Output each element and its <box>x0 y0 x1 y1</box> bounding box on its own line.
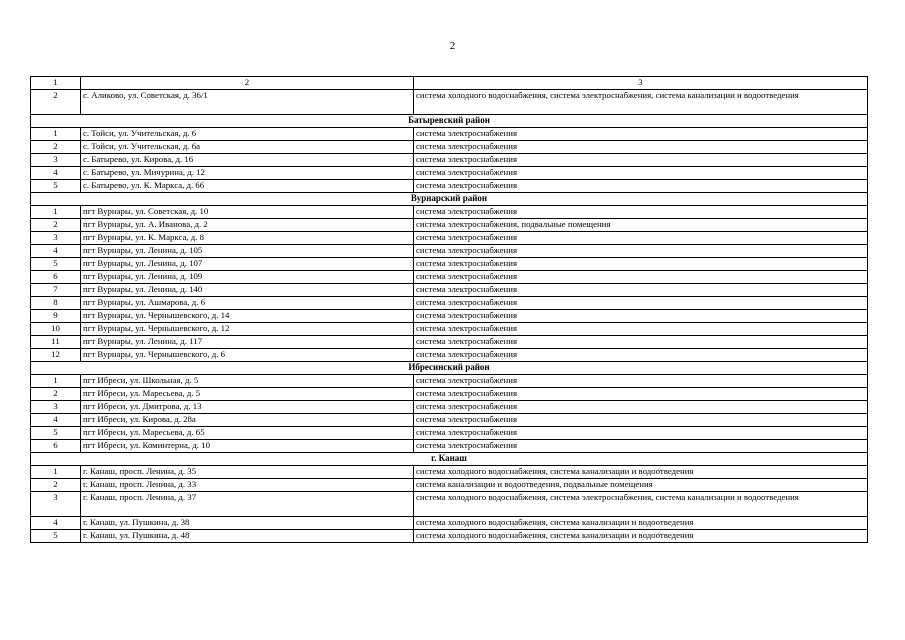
table-row <box>31 336 868 349</box>
section-header-row <box>31 115 868 128</box>
section-title: Ибресинский район <box>31 362 868 375</box>
table-row <box>31 530 868 543</box>
systems-cell: система электроснабжения <box>414 310 868 323</box>
row-number: 1 <box>31 206 81 219</box>
row-number: 1 <box>31 375 81 388</box>
row-number: 3 <box>31 492 81 517</box>
address-cell: пгт Вурнары, ул. Советская, д. 10 <box>81 206 414 219</box>
address-cell: пгт Вурнары, ул. Ленина, д. 109 <box>81 271 414 284</box>
table-row <box>31 128 868 141</box>
systems-cell: система электроснабжения <box>414 141 868 154</box>
row-number: 3 <box>31 232 81 245</box>
section-title: г. Канаш <box>31 453 868 466</box>
address-cell: пгт Вурнары, ул. Ленина, д. 105 <box>81 245 414 258</box>
row-number: 6 <box>31 440 81 453</box>
address-cell: пгт Вурнары, ул. А. Иванова, д. 2 <box>81 219 414 232</box>
table-row <box>31 284 868 297</box>
address-cell: пгт Вурнары, ул. Ленина, д. 140 <box>81 284 414 297</box>
address-cell: пгт Вурнары, ул. К. Маркса, д. 8 <box>81 232 414 245</box>
row-number: 12 <box>31 349 81 362</box>
systems-cell: система электроснабжения <box>414 440 868 453</box>
column-header-1: 1 <box>31 77 81 90</box>
systems-cell: система холодного водоснабжения, система канализации и водоотведения <box>414 466 868 479</box>
address-cell: пгт Ибреси, ул. Школьная, д. 5 <box>81 375 414 388</box>
systems-cell: система канализации и водоотведения, подвальные помещения <box>414 479 868 492</box>
systems-cell: система холодного водоснабжения, система электроснабжения, система канализации и водоотведения <box>414 90 868 115</box>
table-row <box>31 310 868 323</box>
systems-cell: система электроснабжения <box>414 336 868 349</box>
table-row <box>31 375 868 388</box>
table-row <box>31 167 868 180</box>
systems-cell: система электроснабжения, подвальные помещения <box>414 219 868 232</box>
table-row <box>31 232 868 245</box>
row-number: 1 <box>31 128 81 141</box>
table-row <box>31 440 868 453</box>
table-row <box>31 427 868 440</box>
table-row <box>31 141 868 154</box>
address-cell: пгт Ибреси, ул. Маресьева, д. 65 <box>81 427 414 440</box>
row-number: 5 <box>31 258 81 271</box>
table-row <box>31 349 868 362</box>
table-row <box>31 90 868 115</box>
table-row <box>31 517 868 530</box>
address-cell: г. Канаш, ул. Пушкина, д. 48 <box>81 530 414 543</box>
table-row <box>31 154 868 167</box>
row-number: 10 <box>31 323 81 336</box>
table-row <box>31 401 868 414</box>
table-row <box>31 245 868 258</box>
row-number: 8 <box>31 297 81 310</box>
systems-cell: система электроснабжения <box>414 154 868 167</box>
table-row <box>31 258 868 271</box>
objects-table <box>30 76 868 543</box>
row-number: 4 <box>31 245 81 258</box>
address-cell: с. Тойси, ул. Учительская, д. 6а <box>81 141 414 154</box>
systems-cell: система электроснабжения <box>414 167 868 180</box>
address-cell: пгт Ибреси, ул. Кирова, д. 28а <box>81 414 414 427</box>
systems-cell: система холодного водоснабжения, система канализации и водоотведения <box>414 517 868 530</box>
address-cell: с. Тойси, ул. Учительская, д. 6 <box>81 128 414 141</box>
systems-cell: система электроснабжения <box>414 258 868 271</box>
column-header-3: 3 <box>414 77 868 90</box>
address-cell: пгт Ибреси, ул. Дмитрова, д. 13 <box>81 401 414 414</box>
systems-cell: система электроснабжения <box>414 427 868 440</box>
row-number: 4 <box>31 167 81 180</box>
table-row <box>31 297 868 310</box>
table-row <box>31 323 868 336</box>
systems-cell: система электроснабжения <box>414 180 868 193</box>
address-cell: г. Канаш, просп. Ленина, д. 35 <box>81 466 414 479</box>
systems-cell: система электроснабжения <box>414 206 868 219</box>
table-row <box>31 466 868 479</box>
address-cell: с. Батырево, ул. Кирова, д. 16 <box>81 154 414 167</box>
section-title: Батыревский район <box>31 115 868 128</box>
row-number: 2 <box>31 219 81 232</box>
systems-cell: система электроснабжения <box>414 323 868 336</box>
table-row <box>31 219 868 232</box>
address-cell: г. Канаш, просп. Ленина, д. 33 <box>81 479 414 492</box>
address-cell: г. Канаш, ул. Пушкина, д. 38 <box>81 517 414 530</box>
address-cell: пгт Ибреси, ул. Коминтерна, д. 10 <box>81 440 414 453</box>
address-cell: пгт Вурнары, ул. Ленина, д. 107 <box>81 258 414 271</box>
address-cell: с. Аликово, ул. Советская, д. 36/1 <box>81 90 414 115</box>
table-row <box>31 271 868 284</box>
systems-cell: система электроснабжения <box>414 414 868 427</box>
address-cell: пгт Вурнары, ул. Ленина, д. 117 <box>81 336 414 349</box>
systems-cell: система электроснабжения <box>414 284 868 297</box>
systems-cell: система электроснабжения <box>414 349 868 362</box>
row-number: 3 <box>31 401 81 414</box>
table-row <box>31 388 868 401</box>
row-number: 5 <box>31 530 81 543</box>
systems-cell: система электроснабжения <box>414 375 868 388</box>
address-cell: с. Батырево, ул. К. Маркса, д. 66 <box>81 180 414 193</box>
section-header-row <box>31 362 868 375</box>
address-cell: пгт Вурнары, ул. Ашмарова, д. 6 <box>81 297 414 310</box>
row-number: 3 <box>31 154 81 167</box>
row-number: 2 <box>31 90 81 115</box>
row-number: 1 <box>31 466 81 479</box>
section-title: Вурнарский район <box>31 193 868 206</box>
systems-cell: система электроснабжения <box>414 271 868 284</box>
systems-cell: система электроснабжения <box>414 297 868 310</box>
row-number: 4 <box>31 414 81 427</box>
address-cell: с. Батырево, ул. Мичурина, д. 12 <box>81 167 414 180</box>
table-row <box>31 492 868 517</box>
page-number: 2 <box>449 40 456 52</box>
section-header-row <box>31 453 868 466</box>
table-row <box>31 414 868 427</box>
systems-cell: система электроснабжения <box>414 232 868 245</box>
row-number: 5 <box>31 180 81 193</box>
row-number: 4 <box>31 517 81 530</box>
row-number: 9 <box>31 310 81 323</box>
address-cell: г. Канаш, просп. Ленина, д. 37 <box>81 492 414 517</box>
row-number: 7 <box>31 284 81 297</box>
row-number: 2 <box>31 141 81 154</box>
table-row <box>31 479 868 492</box>
systems-cell: система электроснабжения <box>414 128 868 141</box>
column-header-2: 2 <box>81 77 414 90</box>
row-number: 5 <box>31 427 81 440</box>
address-cell: пгт Вурнары, ул. Чернышевского, д. 12 <box>81 323 414 336</box>
systems-cell: система электроснабжения <box>414 388 868 401</box>
table-row <box>31 180 868 193</box>
section-header-row <box>31 193 868 206</box>
table-header-row <box>31 77 868 90</box>
table-row <box>31 206 868 219</box>
systems-cell: система электроснабжения <box>414 401 868 414</box>
address-cell: пгт Вурнары, ул. Чернышевского, д. 6 <box>81 349 414 362</box>
address-cell: пгт Вурнары, ул. Чернышевского, д. 14 <box>81 310 414 323</box>
row-number: 11 <box>31 336 81 349</box>
row-number: 6 <box>31 271 81 284</box>
address-cell: пгт Ибреси, ул. Маресьева, д. 5 <box>81 388 414 401</box>
row-number: 2 <box>31 388 81 401</box>
row-number: 2 <box>31 479 81 492</box>
systems-cell: система холодного водоснабжения, система канализации и водоотведения <box>414 530 868 543</box>
systems-cell: система холодного водоснабжения, система электроснабжения, система канализации и водоотведения <box>414 492 868 517</box>
systems-cell: система электроснабжения <box>414 245 868 258</box>
